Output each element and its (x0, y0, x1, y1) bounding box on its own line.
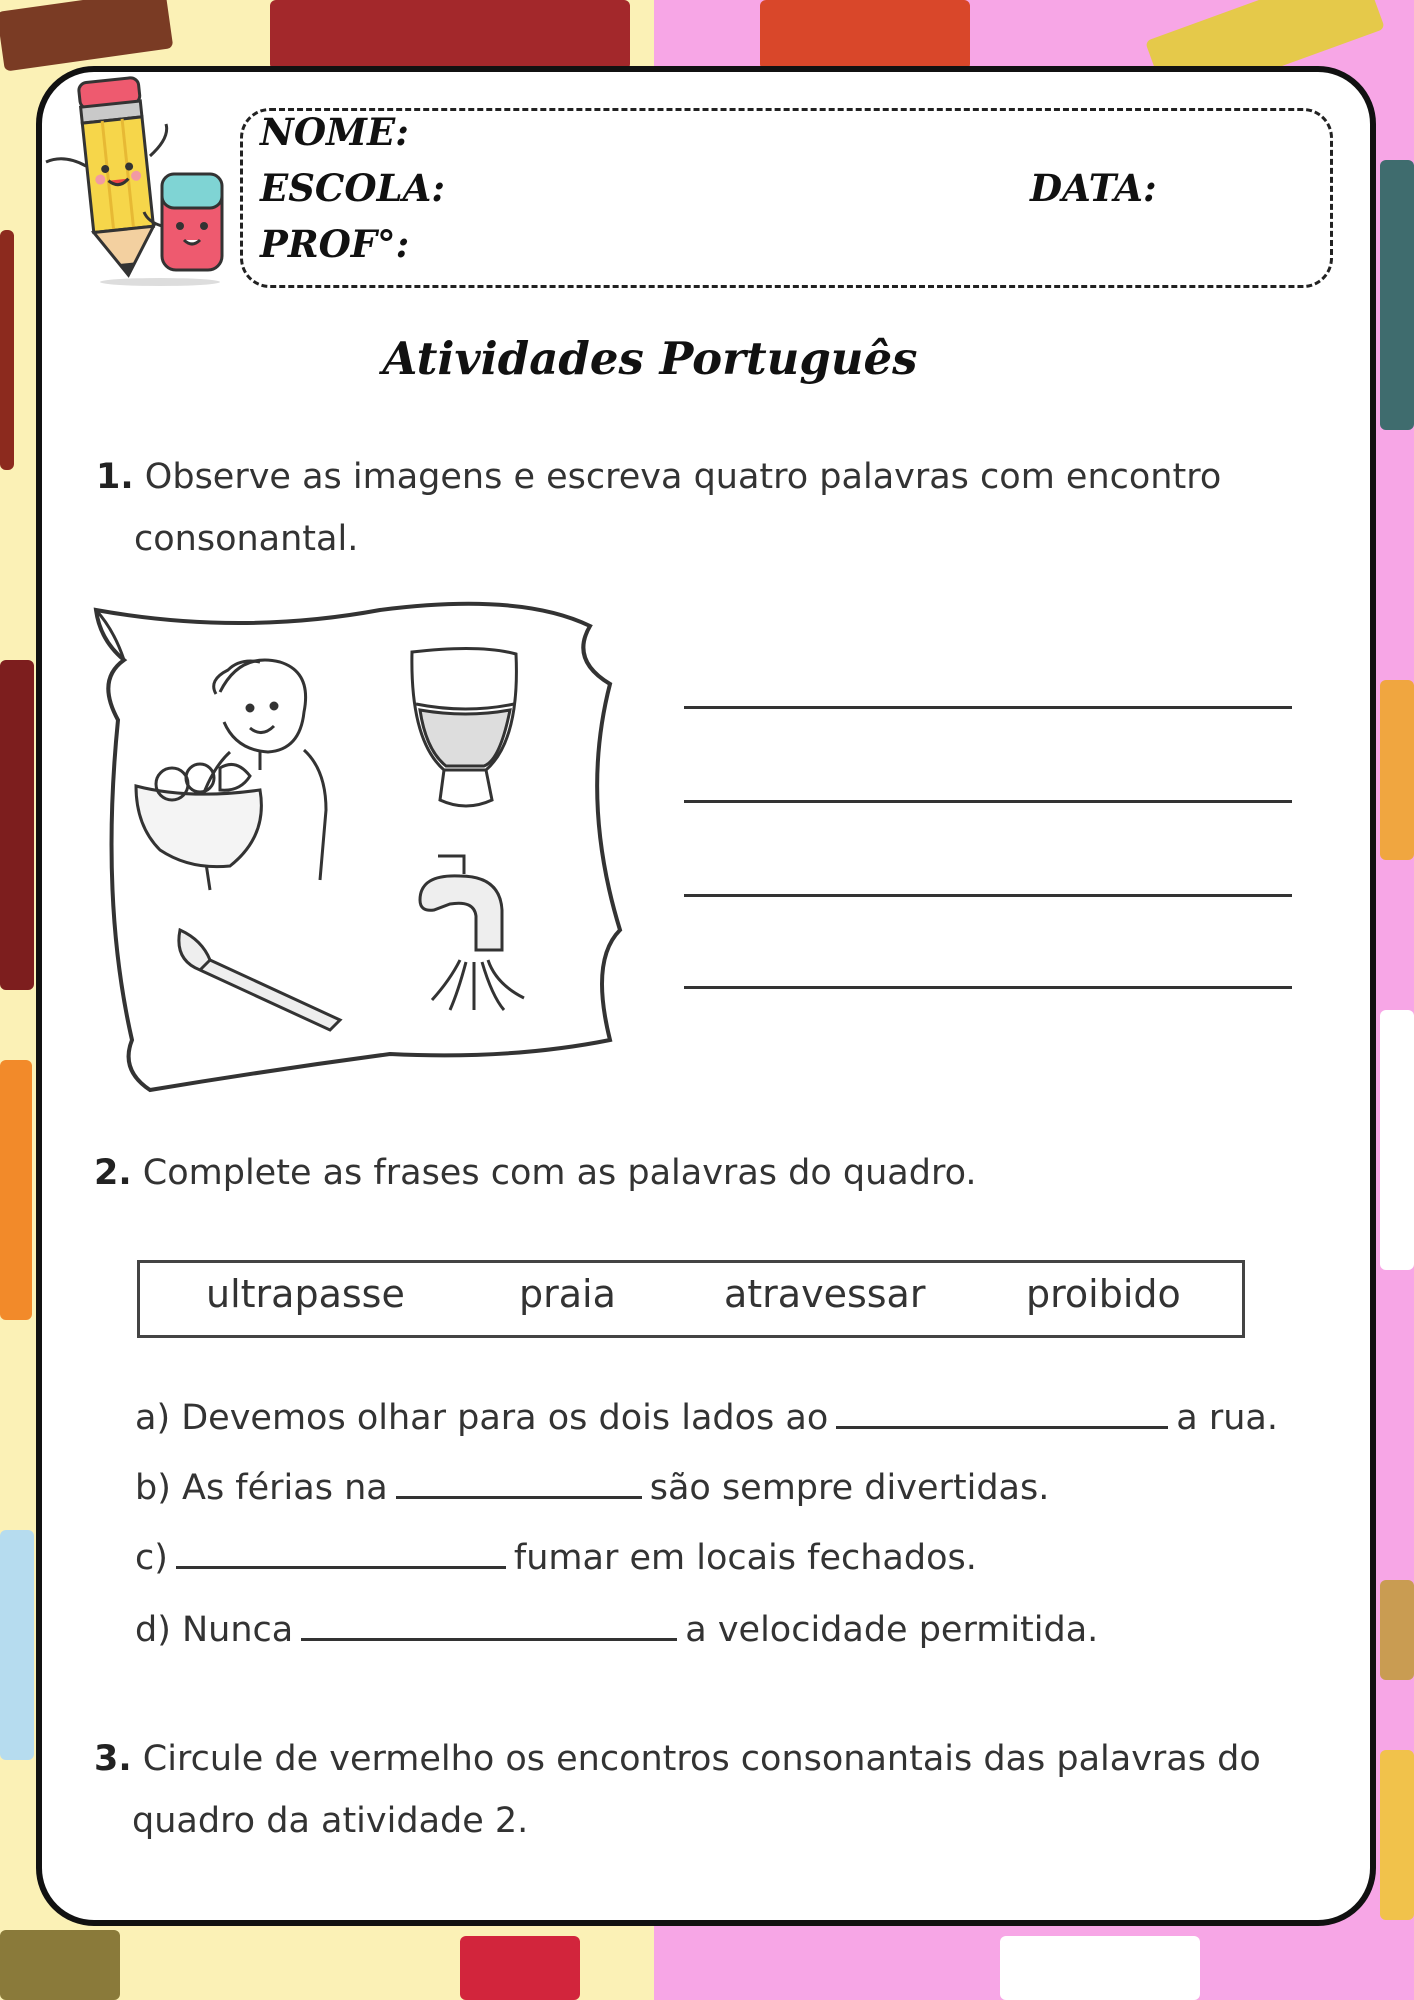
question-number: 1. (96, 457, 134, 497)
sentence-suffix: a rua. (1176, 1398, 1278, 1438)
question-number: 3. (94, 1739, 132, 1779)
question-text-continued: quadro da atividade 2. (132, 1801, 529, 1841)
question-2 (94, 1142, 977, 1204)
page-title: Atividades Português (382, 332, 918, 385)
word-bank-item: proibido (1026, 1272, 1181, 1316)
sentence-b (135, 1466, 1049, 1508)
pencil-eraser-mascot-icon (40, 76, 230, 286)
sentence-d (135, 1608, 1098, 1650)
question-3 (94, 1728, 1261, 1852)
word-bank-item: ultrapasse (206, 1272, 405, 1316)
fill-in-blank[interactable] (396, 1466, 642, 1499)
sentence-prefix: c) (135, 1538, 168, 1578)
sentence-c (135, 1536, 977, 1578)
question-text: Complete as frases com as palavras do quadro. (142, 1153, 977, 1193)
fill-in-blank[interactable] (176, 1536, 506, 1569)
question-number: 2. (94, 1153, 132, 1193)
data-label: DATA: (1030, 166, 1157, 210)
question-text: Circule de vermelho os encontros consonantais das palavras do (142, 1739, 1261, 1779)
fill-in-blank[interactable] (301, 1608, 677, 1641)
question-1 (96, 446, 1221, 570)
answer-line[interactable] (684, 986, 1292, 989)
nome-label: NOME: (260, 110, 409, 154)
sentence-suffix: são sempre divertidas. (649, 1468, 1050, 1508)
question-text: Observe as imagens e escreva quatro palavras com encontro (144, 457, 1222, 497)
sentence-a (135, 1396, 1278, 1438)
answer-line[interactable] (684, 800, 1292, 803)
sentence-suffix: a velocidade permitida. (685, 1610, 1099, 1650)
sentence-prefix: d) Nunca (135, 1610, 294, 1650)
word-bank-item: atravessar (724, 1272, 926, 1316)
sentence-prefix: b) As férias na (135, 1468, 388, 1508)
picture-scroll-illustration (90, 600, 650, 1100)
sentence-suffix: fumar em locais fechados. (513, 1538, 977, 1578)
answer-line[interactable] (684, 894, 1292, 897)
fill-in-blank[interactable] (836, 1396, 1168, 1429)
prof-label: PROF°: (260, 222, 410, 266)
escola-label: ESCOLA: (260, 166, 445, 210)
question-text-continued: consonantal. (134, 519, 359, 559)
answer-line[interactable] (684, 706, 1292, 709)
sentence-prefix: a) Devemos olhar para os dois lados ao (135, 1398, 829, 1438)
word-bank-item: praia (519, 1272, 616, 1316)
